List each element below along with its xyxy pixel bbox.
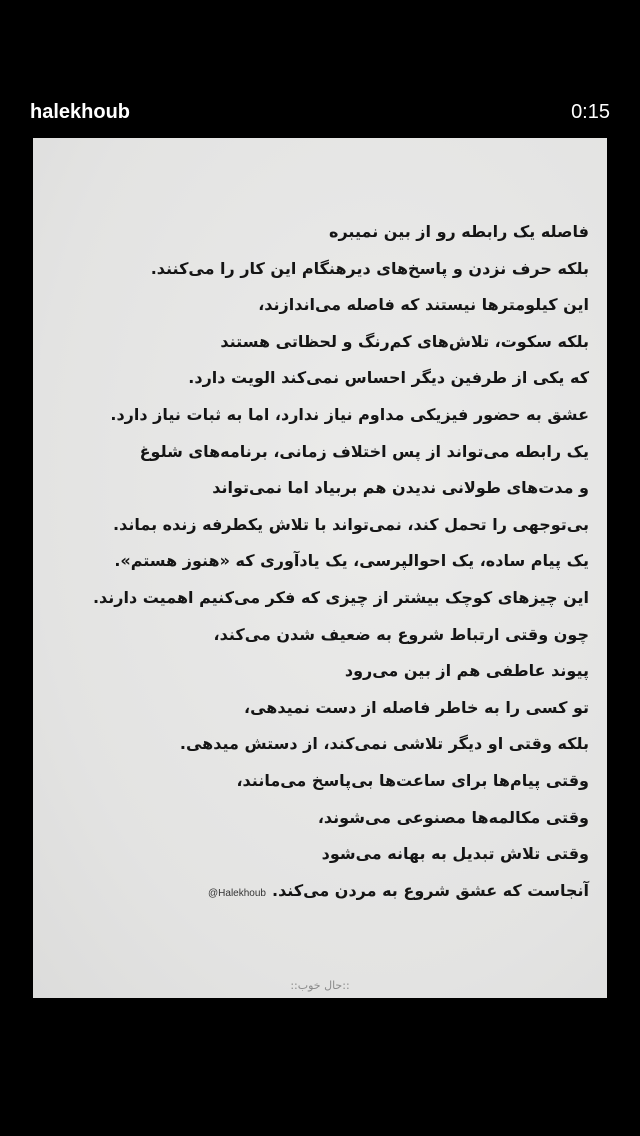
poem-line: فاصله یک رابطه رو از بین نمیبره	[329, 222, 589, 241]
poem-line: وقتی تلاش تبدیل به بهانه می‌شود	[321, 844, 589, 864]
poem-line: بلکه سکوت، تلاش‌های کم‌رنگ و لحظاتی هستند	[220, 331, 589, 351]
poem-line: بی‌توجهی را تحمل کند، نمی‌تواند با تلاش یکطرفه زنده بماند.	[113, 514, 589, 534]
poem-line: که یکی از طرفین دیگر احساس نمی‌کند الویت دارد.	[188, 368, 589, 388]
poem-line: این چیزهای کوچک بیشتر از چیزی که فکر می‌کنیم اهمیت دارند.	[92, 587, 589, 607]
username[interactable]: halekhoub	[30, 101, 131, 123]
poem-line: عشق به حضور فیزیکی مداوم نیاز ندارد، اما به ثبات نیاز دارد.	[110, 404, 589, 424]
poem-line: بلکه وقتی او دیگر تلاشی نمی‌کند، از دستش میدهی.	[179, 734, 589, 754]
poem-line: چون وقتی ارتباط شروع به ضعیف شدن می‌کند،	[213, 624, 589, 644]
poem-line: یک پیام ساده، یک احوالپرسی، یک یادآوری که «هنوز هستم».	[114, 551, 589, 571]
poem-line: این کیلومترها نیستند که فاصله می‌اندازند،	[258, 295, 589, 315]
poem-text	[51, 214, 589, 909]
poem-line: وقتی پیام‌ها برای ساعت‌ها بی‌پاسخ می‌مانند،	[236, 770, 589, 790]
story-header	[0, 0, 640, 124]
poem-line: بلکه حرف نزدن و پاسخ‌های دیرهنگام این کار را می‌کنند.	[150, 258, 589, 278]
video-timer: 0:15	[571, 101, 610, 123]
poem-line: وقتی مکالمه‌ها مصنوعی می‌شوند،	[317, 807, 589, 827]
poem-line: پیوند عاطفی هم از بین می‌رود	[344, 661, 589, 681]
poem-card	[33, 138, 607, 998]
footer-signature: ::حال خوب::	[290, 979, 350, 992]
author-handle: @Halekhoub	[208, 887, 266, 899]
poem-line: تو کسی را به خاطر فاصله از دست نمیدهی،	[244, 697, 589, 717]
poem-line: و مدت‌های طولانی ندیدن هم بربیاد اما نمی‌تواند	[212, 478, 589, 498]
poem-line: یک رابطه می‌تواند از پس اختلاف زمانی، برنامه‌های شلوغ	[139, 441, 589, 461]
poem-line-last: آنجاست که عشق شروع به مردن می‌کند.@Halekhoub	[208, 880, 589, 900]
